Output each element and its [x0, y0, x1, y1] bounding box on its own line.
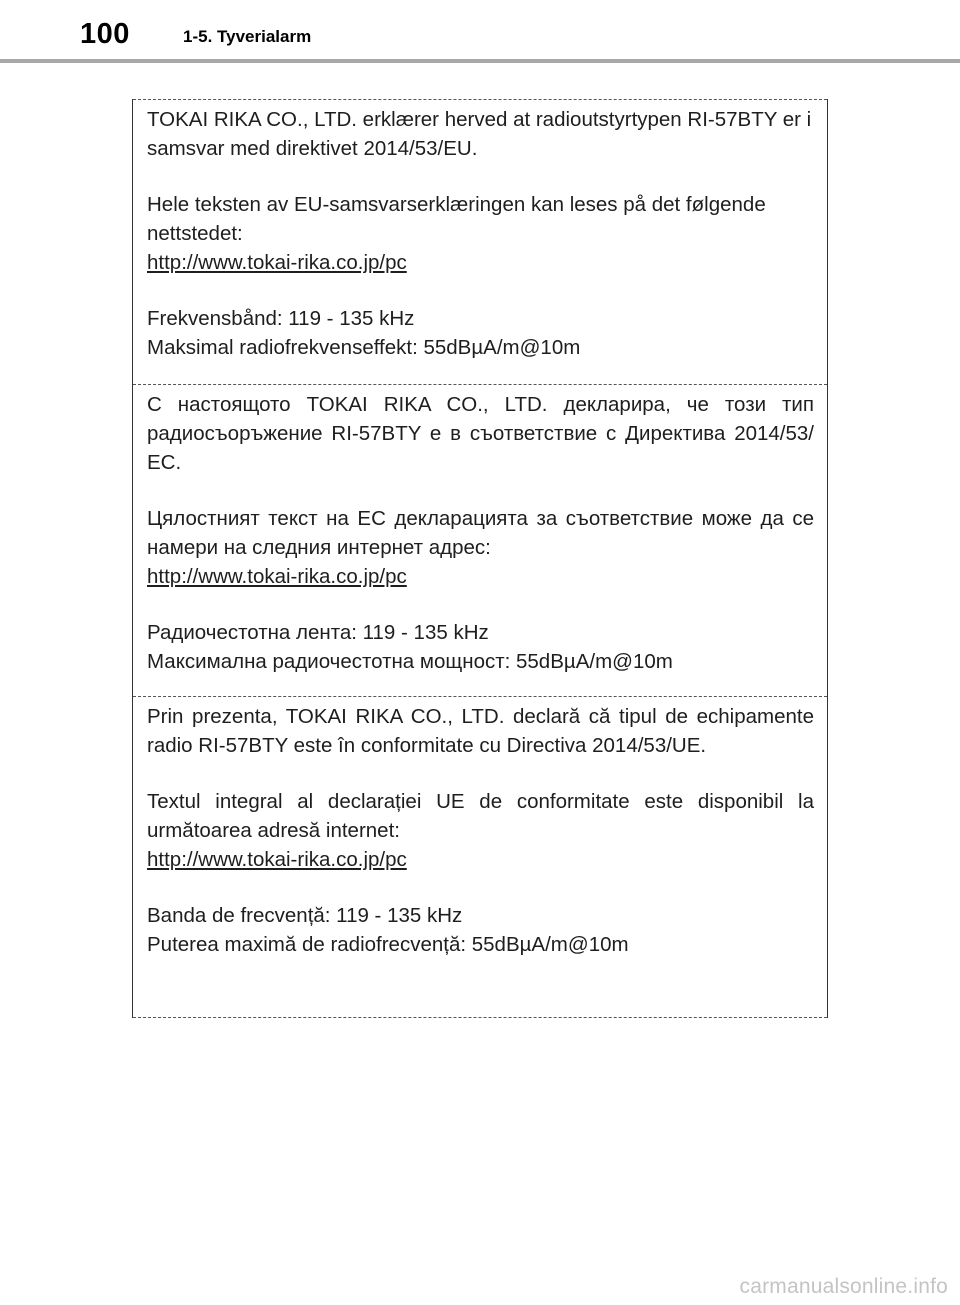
declaration-norwegian — [133, 100, 827, 384]
declaration-box — [132, 99, 828, 1018]
full-text-info: Textul integral al declarației UE de conformitate este disponibil la următoarea adresă internet: — [147, 790, 814, 842]
section-title: 1-5. Tyverialarm — [183, 27, 312, 46]
header-rule — [0, 59, 960, 63]
max-power: Puterea maximă de radiofrecvență: 55dBµA/m@10m — [147, 933, 629, 956]
max-power: Максимална радиочестотна мощност: 55dBµA/m@10m — [147, 650, 673, 673]
page-number: 100 — [80, 18, 130, 50]
declaration-statement: Prin prezenta, TOKAI RIKA CO., LTD. declară că tipul de echipamente radio RI-57BTY este în conformitate cu Directiva 2014/53/UE. — [147, 705, 814, 757]
frequency-band: Frekvensbånd: 119 - 135 kHz — [147, 307, 415, 330]
declaration-url-link[interactable]: http://www.tokai-rika.co.jp/pc — [147, 565, 407, 588]
declaration-statement: С настоящото TOKAI RIKA CO., LTD. декларира, че този тип радиосъоръжение RI-57BTY е в съответствие с Директива 2014/53/ЕС. — [147, 393, 814, 474]
declaration-statement: TOKAI RIKA CO., LTD. erklærer herved at radioutstyrtypen RI-57BTY er i samsvar med direktivet 2014/53/EU. — [147, 108, 812, 160]
frequency-band: Banda de frecvență: 119 - 135 kHz — [147, 904, 463, 927]
declaration-bulgarian — [133, 385, 827, 696]
full-text-info: Hele teksten av EU-samsvarserklæringen kan leses på det følgende nettstedet: — [147, 193, 766, 245]
full-text-info: Цялостният текст на ЕС декларацията за съответствие може да се намери на следния интернет адрес: — [147, 507, 814, 559]
declaration-url-link[interactable]: http://www.tokai-rika.co.jp/pc — [147, 251, 407, 274]
watermark: carmanualsonline.info — [739, 1275, 948, 1298]
max-power: Maksimal radiofrekvenseffekt: 55dBµA/m@10m — [147, 336, 581, 359]
declaration-url-link[interactable]: http://www.tokai-rika.co.jp/pc — [147, 848, 407, 871]
frequency-band: Радиочестотна лента: 119 - 135 kHz — [147, 621, 489, 644]
declaration-romanian — [133, 697, 827, 1017]
page-header — [0, 0, 960, 62]
dashed-separator — [133, 1017, 827, 1018]
